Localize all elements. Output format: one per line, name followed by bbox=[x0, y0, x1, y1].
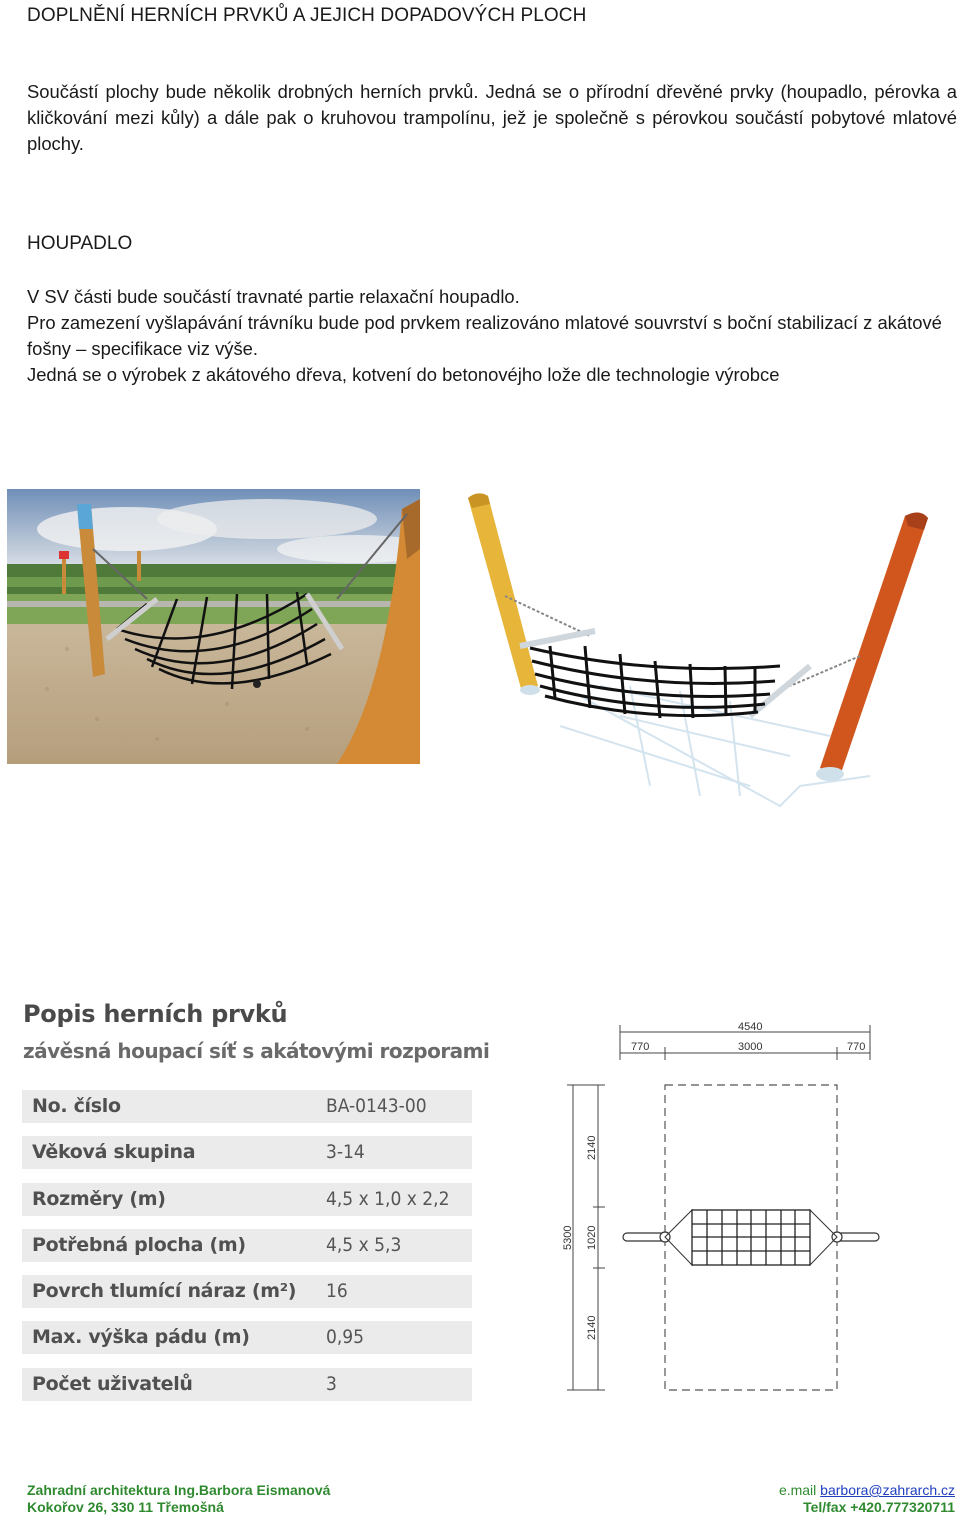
body-line: fošny – specifikace viz výše. bbox=[27, 338, 258, 359]
spec-row bbox=[22, 1183, 472, 1216]
spec-label: No. číslo bbox=[32, 1095, 121, 1117]
dim-height-mid: 1020 bbox=[586, 1225, 598, 1250]
dim-height-bottom: 2140 bbox=[586, 1315, 598, 1340]
intro-line: kličkování mezi kůly) a dále pak o kruhovou trampolínu, jež je společně s pérovkou součástí pobytové mlatové bbox=[27, 107, 957, 128]
spec-row bbox=[22, 1321, 472, 1354]
spec-label: Povrch tlumící náraz (m²) bbox=[32, 1280, 297, 1303]
spec-row bbox=[22, 1275, 472, 1308]
spec-value: 4,5 x 1,0 x 2,2 bbox=[326, 1187, 450, 1210]
spec-value: BA-0143-00 bbox=[326, 1095, 427, 1117]
spec-value: 0,95 bbox=[326, 1326, 365, 1349]
spec-row bbox=[22, 1136, 472, 1169]
dimension-drawing bbox=[555, 1015, 900, 1405]
section-title: HOUPADLO bbox=[27, 233, 133, 254]
footer-email-label: e.mail bbox=[778, 1482, 821, 1498]
spec-table bbox=[22, 1090, 472, 1414]
spec-label: Věková skupina bbox=[32, 1141, 196, 1164]
spec-value: 3 bbox=[326, 1372, 337, 1395]
page-heading: DOPLNĚNÍ HERNÍCH PRVKŮ A JEJICH DOPADOVÝCH PLOCH bbox=[27, 5, 587, 26]
intro-line: plochy. bbox=[27, 133, 84, 154]
spec-label: Počet uživatelů bbox=[32, 1372, 193, 1395]
body-line: Pro zamezení vyšlapávání trávníku bude pod prvkem realizováno mlatové souvrství s boční stabilizací z akátové bbox=[27, 312, 942, 333]
spec-row bbox=[22, 1368, 472, 1401]
spec-value: 3-14 bbox=[326, 1141, 365, 1164]
dim-width-right: 770 bbox=[847, 1041, 866, 1053]
hammock-photo bbox=[7, 489, 420, 764]
dim-width-center: 3000 bbox=[738, 1041, 763, 1053]
dim-width-total: 4540 bbox=[738, 1021, 763, 1033]
spec-label: Potřebná plocha (m) bbox=[32, 1233, 246, 1256]
spec-row bbox=[22, 1090, 472, 1123]
footer-email-link[interactable]: barbora@zahrarch.cz bbox=[820, 1482, 955, 1498]
section-body bbox=[27, 284, 957, 388]
spec-title: Popis herních prvků bbox=[23, 1000, 288, 1028]
spec-value: 4,5 x 5,3 bbox=[326, 1233, 402, 1256]
spec-subtitle: závěsná houpací síť s akátovými rozporami bbox=[23, 1039, 490, 1063]
intro-line: Součástí plochy bude několik drobných herních prvků. Jedná se o přírodní dřevěné prvky (houpadlo, pérovka a bbox=[27, 81, 957, 102]
footer-email-block bbox=[779, 1482, 955, 1498]
dim-height-total: 5300 bbox=[562, 1225, 574, 1250]
footer-address: Kokořov 26, 330 11 Třemošná bbox=[27, 1499, 224, 1515]
body-line: V SV části bude součástí travnaté partie relaxační houpadlo. bbox=[27, 286, 520, 307]
footer-phone: Tel/fax +420.777320711 bbox=[803, 1499, 955, 1515]
spec-row bbox=[22, 1229, 472, 1262]
footer-company: Zahradní architektura Ing.Barbora Eismanová bbox=[27, 1482, 331, 1498]
body-line: Jedná se o výrobek z akátového dřeva, kotvení do betonovéjho lože dle technologie výrobce bbox=[27, 364, 780, 385]
dim-height-top: 2140 bbox=[586, 1135, 598, 1160]
hammock-render bbox=[450, 486, 940, 816]
spec-label: Rozměry (m) bbox=[32, 1187, 166, 1210]
spec-label: Max. výška pádu (m) bbox=[32, 1326, 250, 1349]
intro-paragraph bbox=[27, 79, 957, 157]
spec-value: 16 bbox=[326, 1280, 348, 1303]
dim-width-left: 770 bbox=[631, 1041, 650, 1053]
